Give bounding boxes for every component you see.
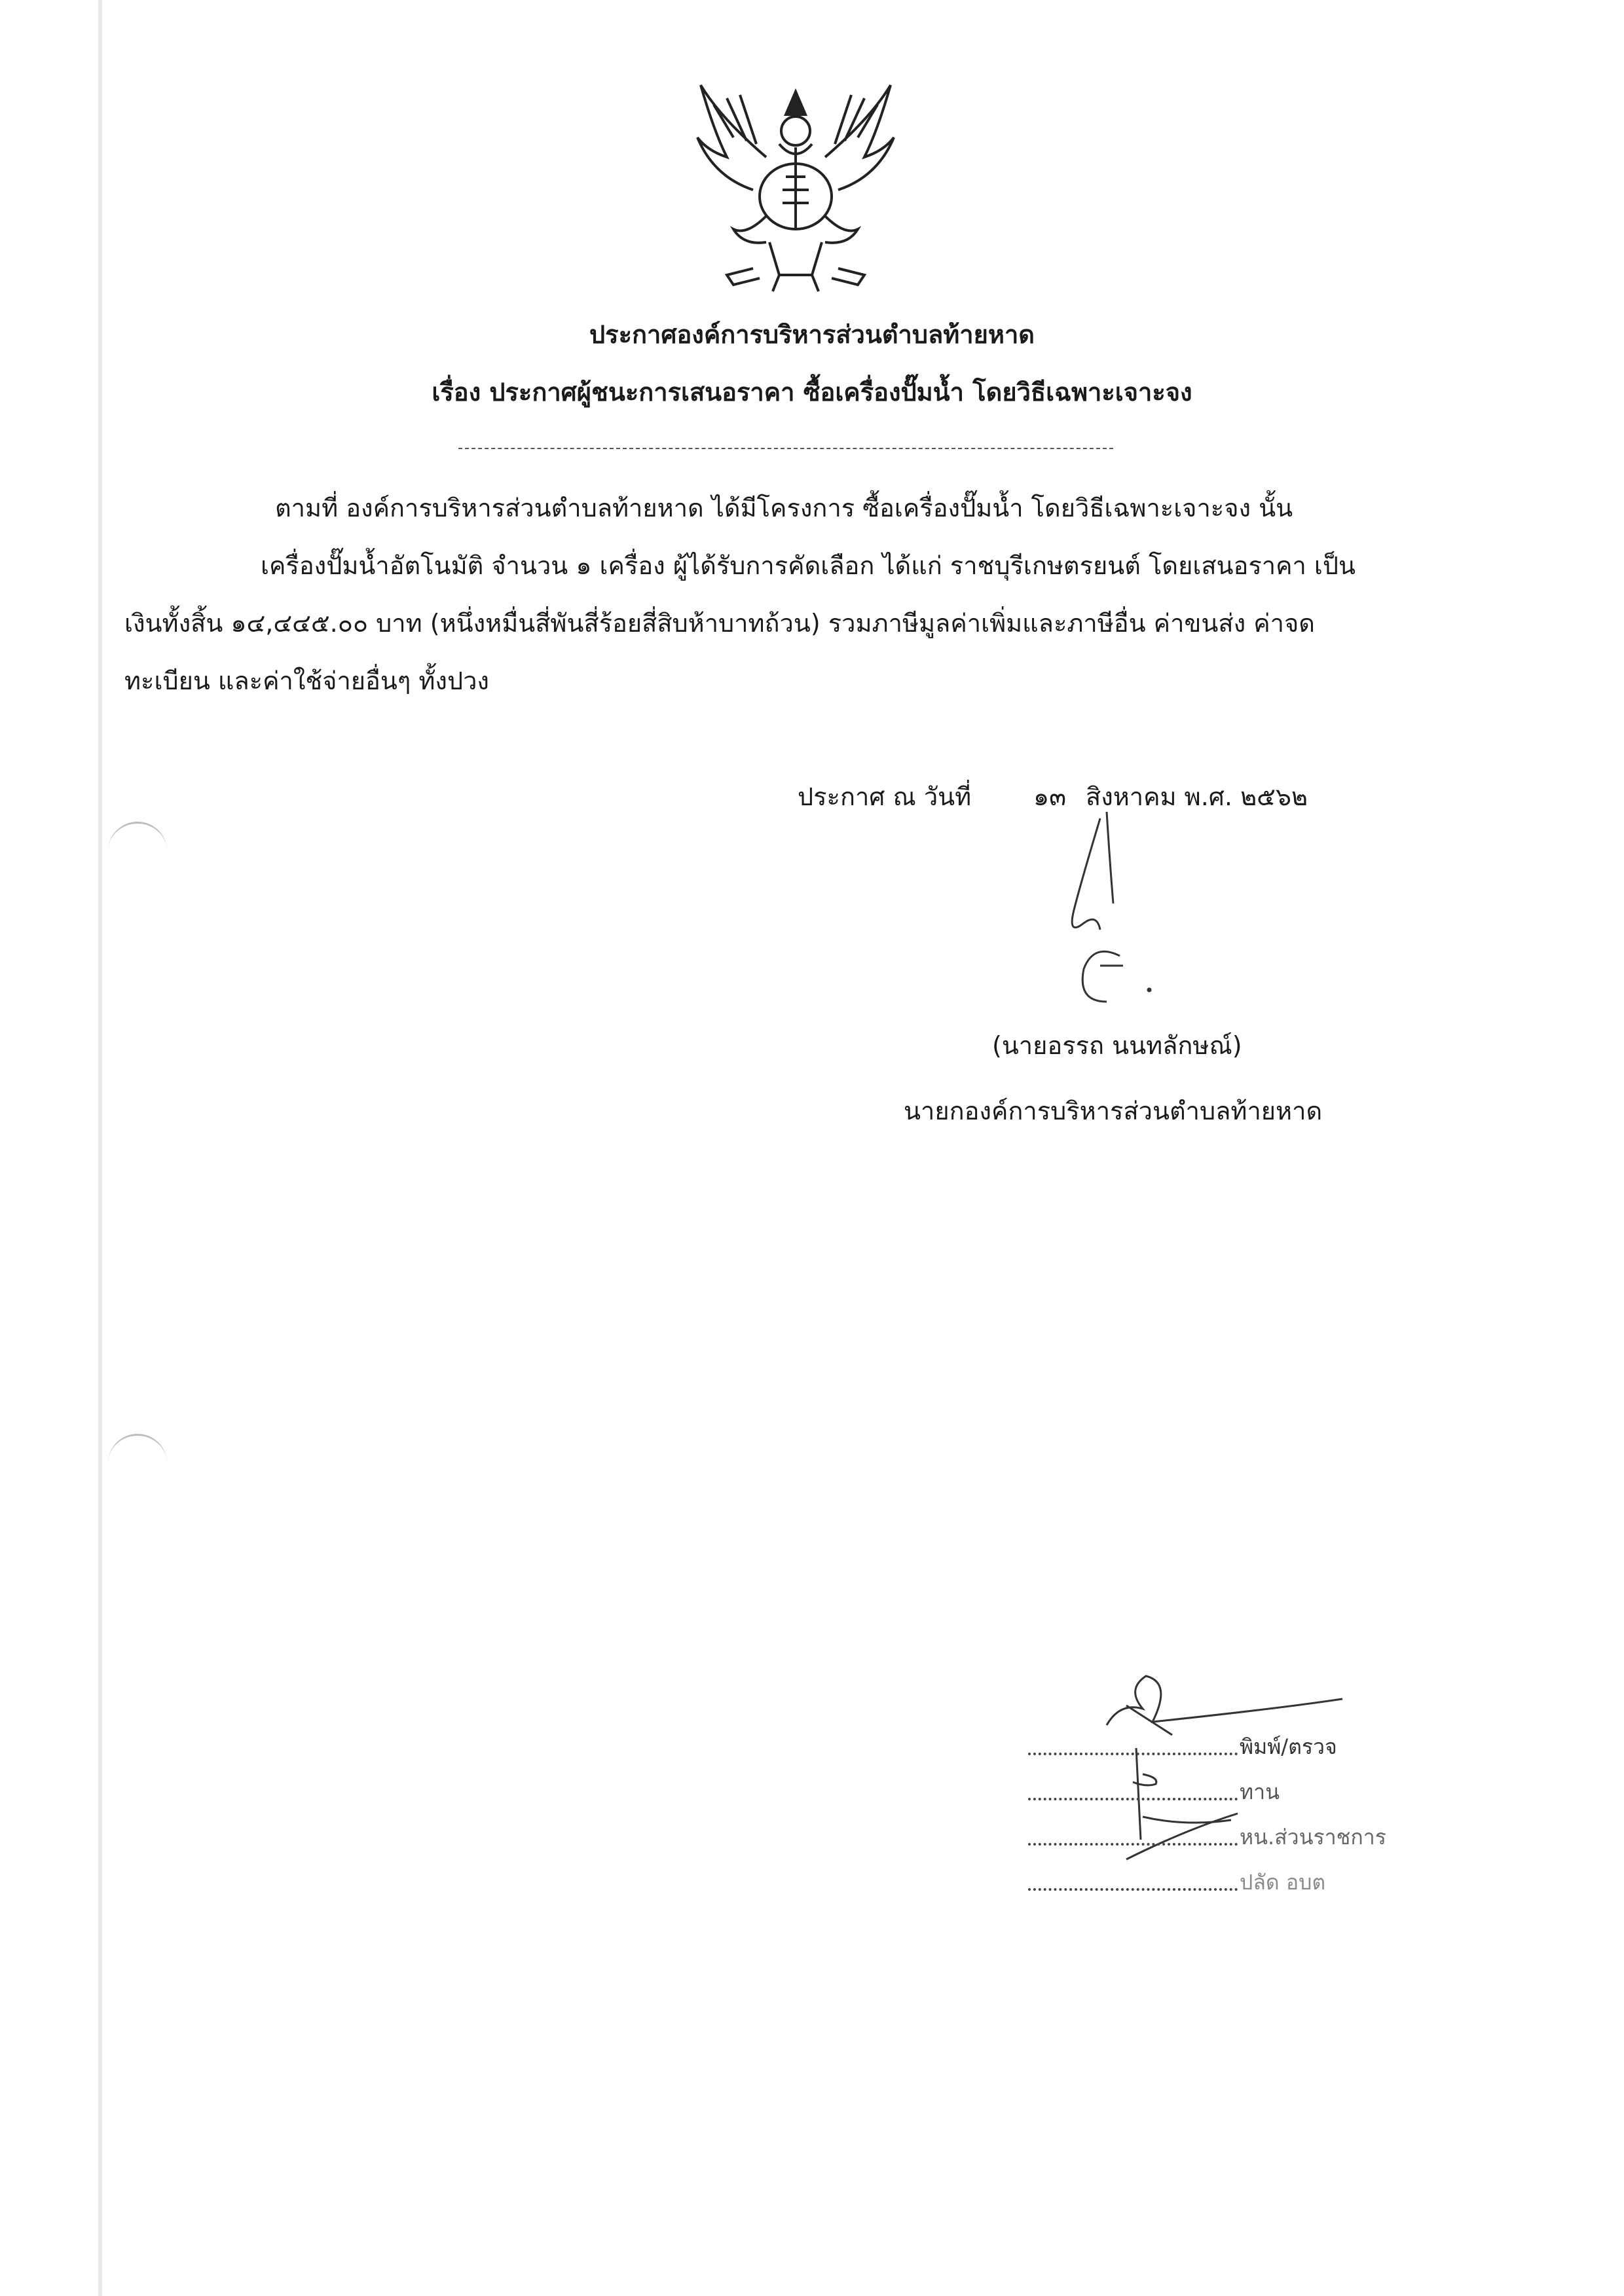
mayor-signature [1022,805,1192,1028]
announcement-title: ประกาศองค์การบริหารส่วนตำบลท้ายหาด [589,320,1035,349]
approval-label-chief-administrator: ปลัด อบต [1240,1870,1326,1895]
approval-label-print-check: พิมพ์/ตรวจ [1240,1734,1337,1759]
body-line-1: ตามที่ องค์การบริหารส่วนตำบลท้ายหาด ได้มีโครงการ ซื้อเครื่องปั๊มน้ำ โดยวิธีเฉพาะเจาะจง นั้น [275,494,1293,522]
approval-initials [1080,1663,1421,1886]
approval-dotted-line [1028,1888,1238,1891]
approval-dotted-line [1028,1753,1238,1755]
garuda-emblem-icon [688,79,904,295]
announcement-date-month-year: สิงหาคม พ.ศ. ๒๕๖๒ [1086,782,1308,811]
body-line-3: เงินทั้งสิ้น ๑๔,๔๔๕.๐๐ บาท (หนึ่งหมื่นสี่พันสี่ร้อยสี่สิบห้าบาทถ้วน) รวมภาษีมูลค่าเพิ่มและภาษีอื่น ค่าขนส่ง ค่าจด [124,609,1315,638]
approval-dotted-line [1028,1798,1238,1800]
header-divider [458,448,1113,449]
approval-label-department-head: หน.ส่วนราชการ [1240,1825,1386,1850]
announcement-date-label: ประกาศ ณ วันที่ [798,782,972,811]
body-line-4: ทะเบียน และค่าใช้จ่ายอื่นๆ ทั้งปวง [124,666,489,695]
signatory-name: (นายอรรถ นนทลักษณ์) [992,1031,1242,1060]
signatory-position: นายกองค์การบริหารส่วนตำบลท้ายหาด [904,1097,1323,1125]
body-line-2: เครื่องปั๊มน้ำอัตโนมัติ จำนวน ๑ เครื่อง ผู้ได้รับการคัดเลือก ได้แก่ ราชบุรีเกษตรยนต์ โดยเสนอราคา เป็น [261,551,1356,580]
punch-hole-mark [108,822,167,863]
approval-label-review: ทาน [1240,1779,1280,1804]
announcement-date-day: ๑๓ [1033,782,1067,811]
punch-hole-mark [108,1434,167,1475]
approval-dotted-line [1028,1843,1238,1846]
announcement-subject: เรื่อง ประกาศผู้ชนะการเสนอราคา ซื้อเครื่องปั๊มน้ำ โดยวิธีเฉพาะเจาะจง [432,378,1192,407]
